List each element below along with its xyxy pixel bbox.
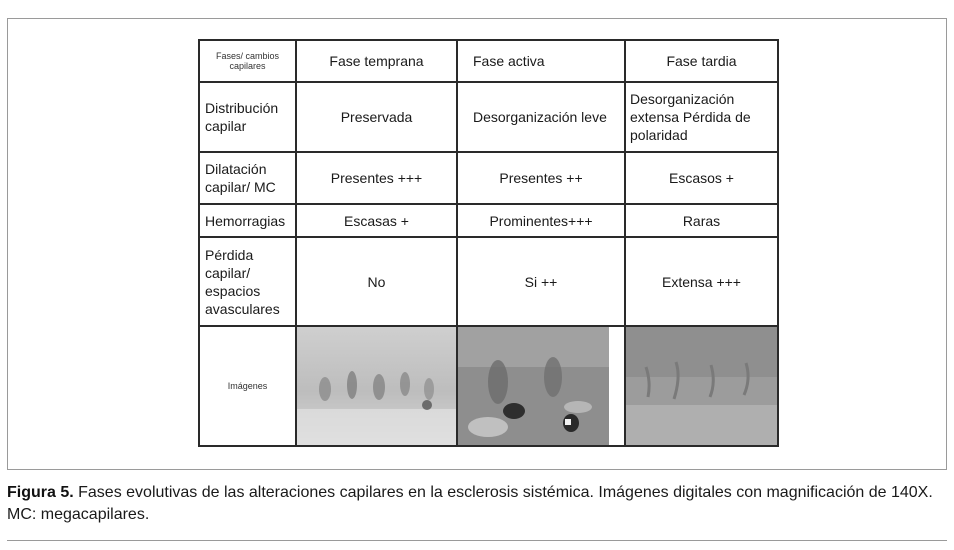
table-cell: Preservada xyxy=(296,82,457,152)
table-row xyxy=(199,204,778,237)
table-row xyxy=(199,82,778,152)
table-cell: Escasas + xyxy=(296,204,457,237)
header-phase-late: Fase tardia xyxy=(625,40,778,82)
header-corner-cell: Fases/ cambios capilares xyxy=(199,40,296,82)
capillaroscopy-early-picture xyxy=(297,327,456,445)
figure-frame xyxy=(7,18,947,470)
table-row xyxy=(199,152,778,204)
row-label-images: Imágenes xyxy=(199,326,296,446)
capillaroscopy-image-early xyxy=(296,326,457,446)
bottom-divider xyxy=(7,540,947,541)
figure-caption xyxy=(7,482,937,526)
row-label-dilatation: Dilatación capilar/ MC xyxy=(199,152,296,204)
table-cell: No xyxy=(296,237,457,326)
table-cell: Presentes +++ xyxy=(296,152,457,204)
table-cell: Desorganización extensa Pérdida de polaridad xyxy=(625,82,778,152)
table-cell: Prominentes+++ xyxy=(457,204,625,237)
row-label-hemorrhages: Hemorragias xyxy=(199,204,296,237)
capillaroscopy-active-picture xyxy=(458,327,609,445)
table-cell: Presentes ++ xyxy=(457,152,625,204)
table-cell: Desorganización leve xyxy=(457,82,625,152)
table-cell: Extensa +++ xyxy=(625,237,778,326)
capillary-phases-table xyxy=(198,39,779,447)
table-cell: Raras xyxy=(625,204,778,237)
images-row xyxy=(199,326,778,446)
capillaroscopy-image-late xyxy=(625,326,778,446)
figure-caption-label: Figura 5. xyxy=(7,484,74,501)
figure-caption-text: Fases evolutivas de las alteraciones capilares en la esclerosis sistémica. Imágenes digitales con magnificación de 140X. MC: megacapilares. xyxy=(7,484,933,523)
capillaroscopy-late-picture xyxy=(626,327,777,445)
table-header-row xyxy=(199,40,778,82)
header-phase-active: Fase activa xyxy=(457,40,625,82)
table-cell: Si ++ xyxy=(457,237,625,326)
header-phase-early: Fase temprana xyxy=(296,40,457,82)
table-row xyxy=(199,237,778,326)
table-cell: Escasos + xyxy=(625,152,778,204)
capillaroscopy-image-active xyxy=(457,326,625,446)
row-label-distribution: Distribución capilar xyxy=(199,82,296,152)
row-label-capillary-loss: Pérdida capilar/ espacios avasculares xyxy=(199,237,296,326)
